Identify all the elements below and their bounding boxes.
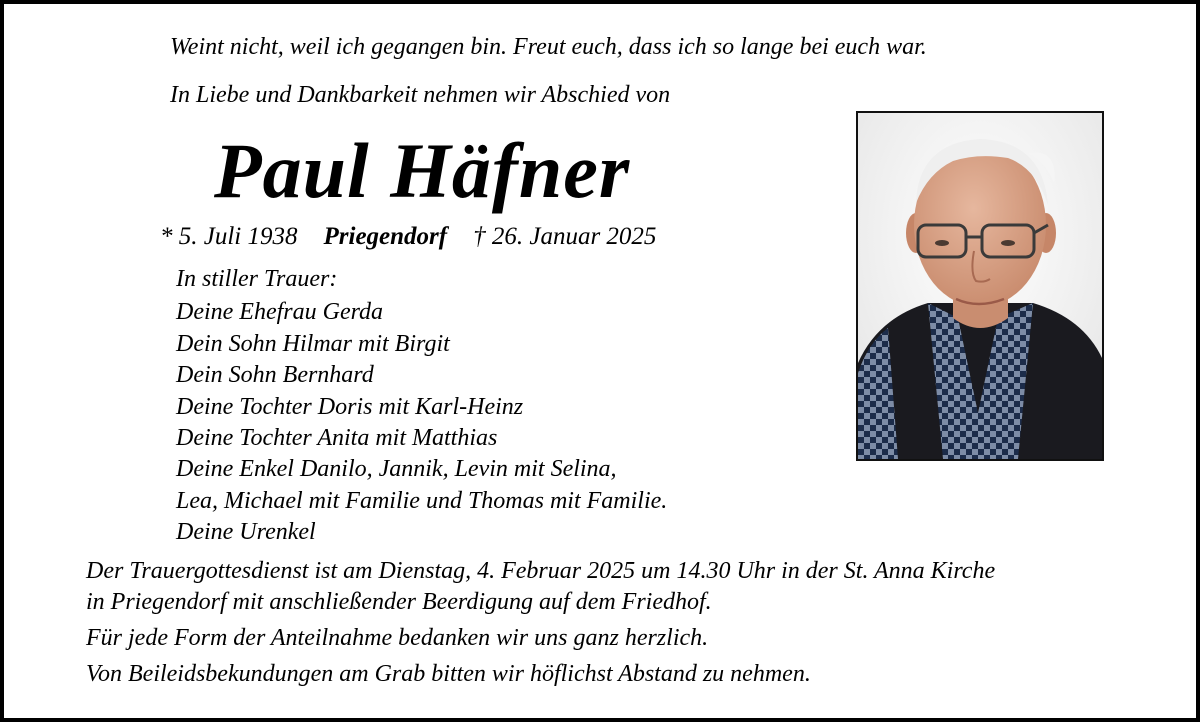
mourners-heading: In stiller Trauer: — [176, 266, 338, 292]
deceased-name: Paul Häfner — [214, 127, 631, 214]
portrait-illustration — [858, 113, 1102, 459]
intro-text: In Liebe und Dankbarkeit nehmen wir Abschied von — [170, 82, 671, 108]
mourner-item: Deine Ehefrau Gerda — [176, 299, 384, 326]
request-line: Von Beileidsbekundungen am Grab bitten wir höflichst Abstand zu nehmen. — [86, 661, 811, 687]
mourner-item: Deine Tochter Anita mit Matthias — [176, 425, 498, 452]
motto-quote: Weint nicht, weil ich gegangen bin. Freut euch, dass ich so lange bei euch war. — [170, 34, 927, 60]
mourners-block — [176, 264, 667, 549]
mourners-list — [176, 297, 667, 548]
mourner-item: Deine Enkel Danilo, Jannik, Levin mit Selina, — [176, 456, 617, 483]
hometown: Priegendorf — [323, 223, 448, 250]
mourner-item: Lea, Michael mit Familie und Thomas mit Familie. — [176, 487, 668, 514]
service-line-1: Der Trauergottesdienst ist am Dienstag, 4. Februar 2025 um 14.30 Uhr in der St. Anna Kirche — [86, 558, 996, 584]
portrait-photo — [856, 111, 1104, 461]
life-dates — [160, 223, 656, 251]
service-information — [86, 556, 995, 690]
birth-date: * 5. Juli 1938 — [160, 223, 298, 250]
mourner-item: Deine Tochter Doris mit Karl-Heinz — [176, 393, 524, 420]
mourner-item: Dein Sohn Bernhard — [176, 362, 374, 389]
mourner-item: Dein Sohn Hilmar mit Birgit — [176, 330, 450, 357]
thanks-line: Für jede Form der Anteilnahme bedanken wir uns ganz herzlich. — [86, 625, 709, 651]
mourner-item: Deine Urenkel — [176, 519, 316, 546]
death-date: † 26. Januar 2025 — [473, 223, 657, 250]
service-line-2: in Priegendorf mit anschließender Beerdigung auf dem Friedhof. — [86, 589, 712, 615]
